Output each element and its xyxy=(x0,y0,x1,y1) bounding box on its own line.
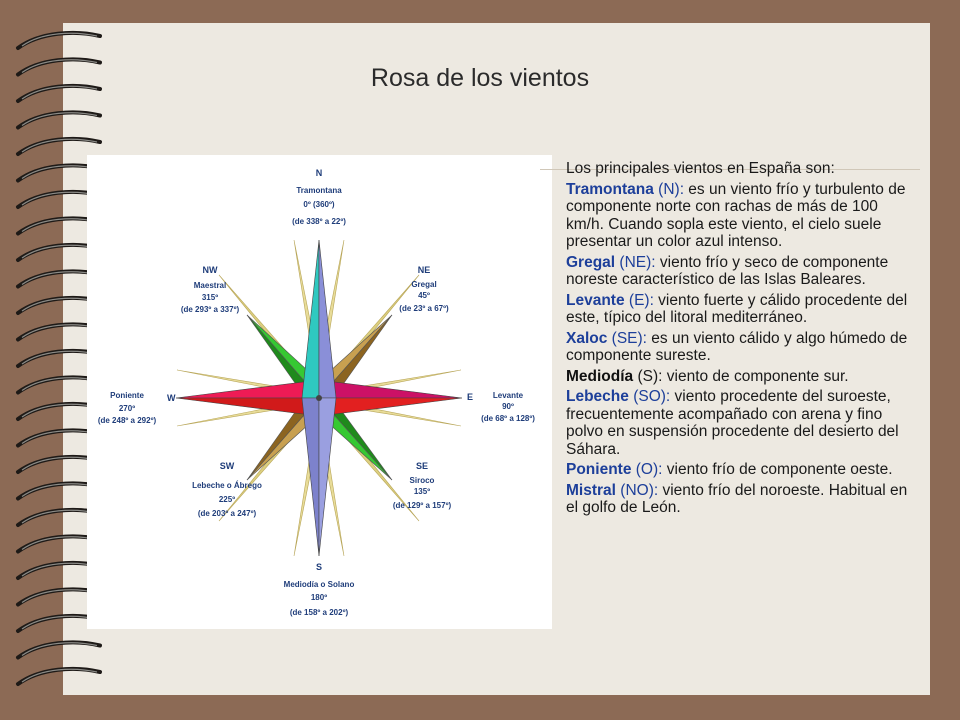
svg-text:W: W xyxy=(167,393,176,403)
svg-text:NE: NE xyxy=(417,265,431,275)
svg-text:45º: 45º xyxy=(418,291,430,300)
svg-text:SE: SE xyxy=(415,461,429,471)
svg-text:S: S xyxy=(315,562,323,572)
svg-text:Siroco: Siroco xyxy=(409,476,435,485)
svg-text:E: E xyxy=(467,392,474,402)
rose-label-west xyxy=(98,391,176,425)
svg-text:(de 129º a 157º): (de 129º a 157º) xyxy=(392,501,452,510)
wind-item: Mediodía (S): viento de componente sur. xyxy=(566,367,849,385)
svg-text:(de 338º a 22º): (de 338º a 22º) xyxy=(292,217,346,226)
svg-text:Levante: Levante xyxy=(492,391,524,400)
wind-item: Levante (E): viento fuerte y cálido procedente del este, típico del litoral mediterráneo. xyxy=(566,291,908,326)
svg-text:NW: NW xyxy=(202,265,218,275)
svg-text:SW: SW xyxy=(219,461,235,471)
svg-text:N: N xyxy=(315,168,323,178)
svg-text:Mediodía o Solano: Mediodía o Solano xyxy=(283,580,355,589)
svg-text:(de 68º a 128º): (de 68º a 128º) xyxy=(481,414,535,423)
wind-item: Mistral (NO): viento frío del noroeste. Habitual en el golfo de León. xyxy=(566,481,908,516)
svg-text:0º (360º): 0º (360º) xyxy=(303,200,335,209)
wind-item: Lebeche (SO): viento procedente del suroeste, frecuentemente acompañado con arena y fino polvo en suspensión procedente del desierto del Sáhara. xyxy=(566,388,899,458)
spiral-ring xyxy=(18,33,100,48)
spiral-ring xyxy=(18,86,100,101)
spiral-ring xyxy=(18,642,100,657)
spiral-ring xyxy=(18,669,100,684)
wind-item: Tramontana (N): es un viento frío y turbulento de componente norte con rachas de más de 100 km/h. Cuando sopla este viento, el cielo suele presentar un color azul intenso. xyxy=(566,180,906,250)
svg-text:90º: 90º xyxy=(502,402,514,411)
rose-label-southwest xyxy=(192,461,262,518)
svg-text:180º: 180º xyxy=(310,593,328,602)
wind-rose-figure xyxy=(87,155,552,629)
svg-text:(de 293º a 337º): (de 293º a 337º) xyxy=(180,305,240,314)
svg-text:(de 23º a 67º): (de 23º a 67º) xyxy=(399,304,449,313)
wind-item: Xaloc (SE): es un viento cálido y algo húmedo de componente sureste. xyxy=(566,329,908,364)
spiral-ring xyxy=(18,112,100,127)
rose-label-south xyxy=(284,562,355,617)
svg-text:(de 248º a 292º): (de 248º a 292º) xyxy=(97,416,157,425)
svg-text:(de 203º a 247º): (de 203º a 247º) xyxy=(197,509,257,518)
spiral-ring xyxy=(18,139,100,154)
svg-text:Tramontana: Tramontana xyxy=(296,186,342,195)
svg-text:315º: 315º xyxy=(201,293,219,302)
svg-text:135º: 135º xyxy=(413,487,431,496)
rose-label-east xyxy=(467,391,535,423)
rose-label-southeast xyxy=(393,461,452,510)
svg-text:225º: 225º xyxy=(218,495,236,504)
svg-text:Poniente: Poniente xyxy=(110,391,144,400)
winds-intro: Los principales vientos en España son: xyxy=(566,160,835,177)
spiral-ring xyxy=(18,59,100,74)
rose-center xyxy=(316,395,322,401)
winds-description xyxy=(566,160,916,520)
wind-item: Poniente (O): viento frío de componente oeste. xyxy=(566,461,893,478)
svg-text:Lebeche o Ábrego: Lebeche o Ábrego xyxy=(192,481,262,490)
slide-title: Rosa de los vientos xyxy=(370,64,590,92)
svg-text:(de 158º a 202º): (de 158º a 202º) xyxy=(289,608,349,617)
svg-text:Maestral: Maestral xyxy=(193,281,227,290)
rose-label-north xyxy=(292,168,346,226)
svg-text:270º: 270º xyxy=(118,404,136,413)
svg-text:Gregal: Gregal xyxy=(411,280,437,289)
wind-item: Gregal (NE): viento frío y seco de componente noreste característico de las Islas Baleares. xyxy=(566,253,889,288)
